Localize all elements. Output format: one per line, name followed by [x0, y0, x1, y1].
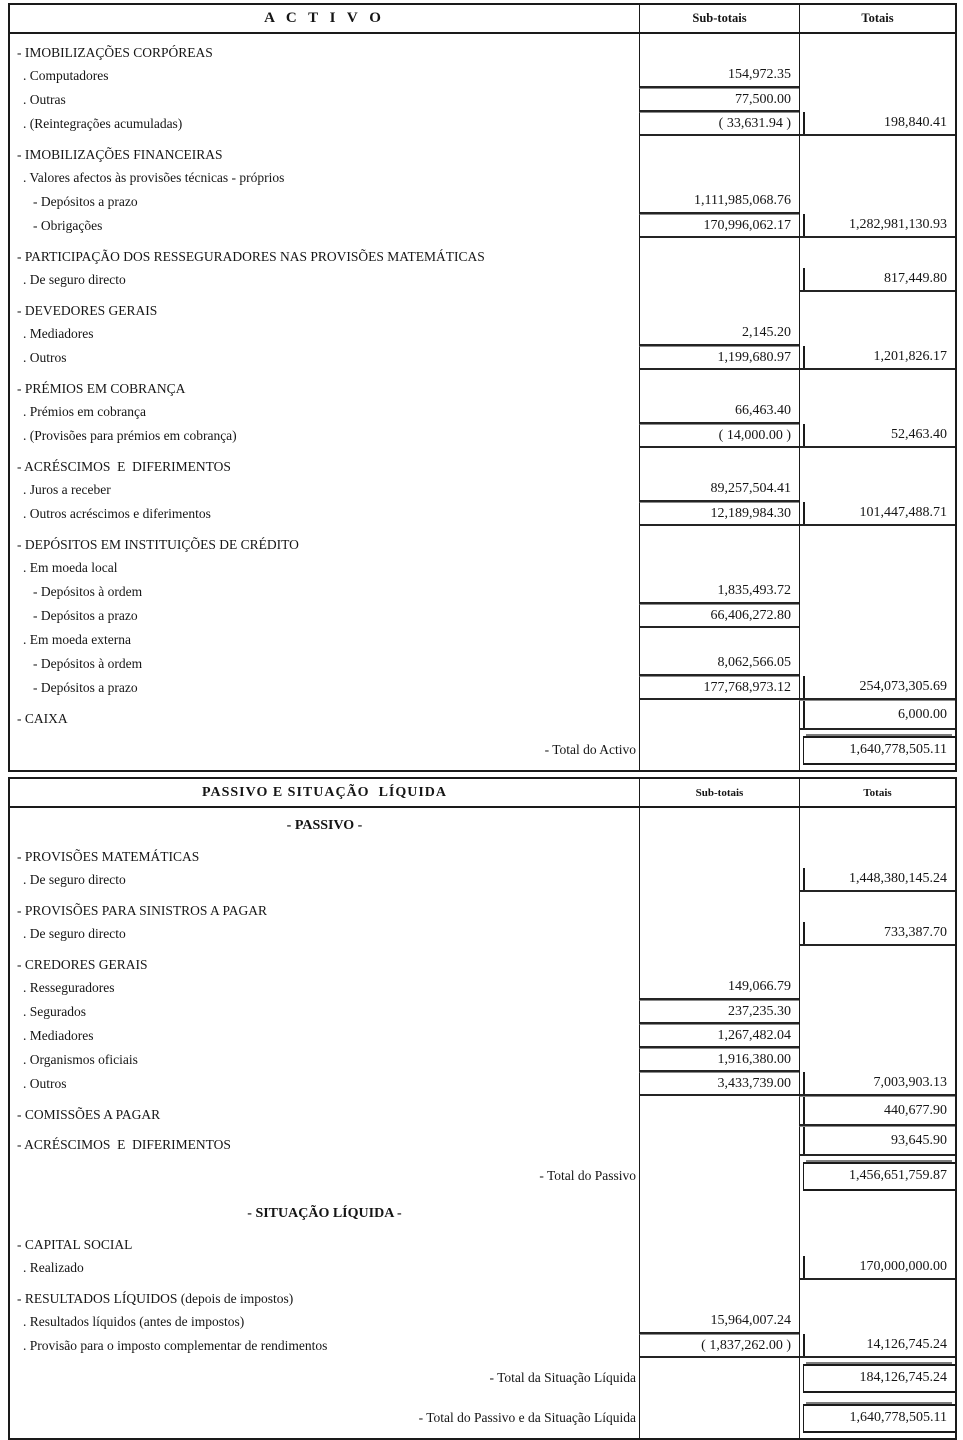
- total-cell: [799, 1048, 955, 1072]
- table-row: [10, 1310, 955, 1334]
- row-label: - Depósitos à ordem: [33, 584, 143, 599]
- subtotal-cell: 3,433,739.00: [639, 1072, 799, 1096]
- subtotal-cell: 77,500.00: [639, 88, 799, 112]
- subtotal-cell: [639, 700, 799, 730]
- subtotal-cell: [639, 946, 799, 976]
- row-label: . (Reintegrações acumuladas): [23, 116, 183, 131]
- row-label: - Depósitos a prazo: [33, 608, 138, 623]
- total-cell: 1,201,826.17: [799, 346, 955, 370]
- subtotal-cell: 177,768,973.12: [639, 676, 799, 700]
- table-row: [10, 112, 955, 136]
- row-label: . Computadores: [23, 68, 109, 83]
- subtotal-cell: [639, 526, 799, 556]
- total-cell: 52,463.40: [799, 424, 955, 448]
- total-cell: [799, 1156, 955, 1196]
- subtotal-cell: [639, 730, 799, 770]
- total-cell: [799, 652, 955, 676]
- row-label: . Em moeda externa: [23, 632, 131, 647]
- table-row: [10, 1156, 955, 1196]
- total-cell: [799, 1398, 955, 1438]
- row-label: - PRÉMIOS EM COBRANÇA: [17, 381, 186, 396]
- total-cell: [799, 1024, 955, 1048]
- table-row: [10, 1280, 955, 1310]
- grand-total-value: 184,126,745.24: [803, 1364, 955, 1393]
- total-cell: [799, 190, 955, 214]
- balance-sheet: [8, 3, 957, 1440]
- subtotal-cell: [639, 34, 799, 64]
- table-row: [10, 1024, 955, 1048]
- table-row: [10, 604, 955, 628]
- table-row: [10, 922, 955, 946]
- subtotal-cell: [639, 1196, 799, 1226]
- total-cell: 733,387.70: [799, 922, 955, 946]
- table-row: [10, 652, 955, 676]
- total-cell: 101,447,488.71: [799, 502, 955, 526]
- subtotal-cell: ( 1,837,262.00 ): [639, 1334, 799, 1358]
- total-cell: [799, 1000, 955, 1024]
- total-cell: [799, 448, 955, 478]
- table-row: [10, 700, 955, 730]
- table-row: [10, 526, 955, 556]
- table-row: [10, 892, 955, 922]
- table-row: [10, 322, 955, 346]
- totals-column-header: Totais: [799, 779, 955, 806]
- total-cell: [799, 400, 955, 424]
- row-label: - PROVISÕES MATEMÁTICAS: [17, 849, 200, 864]
- table-row: [10, 238, 955, 268]
- total-cell: [799, 136, 955, 166]
- total-cell: [799, 1196, 955, 1226]
- subtotal-cell: 1,267,482.04: [639, 1024, 799, 1048]
- total-cell: [799, 556, 955, 580]
- total-cell: [799, 166, 955, 190]
- table-row: [10, 34, 955, 64]
- subtotal-cell: 1,111,985,068.76: [639, 190, 799, 214]
- grand-total-value: 1,640,778,505.11: [803, 736, 955, 765]
- table-row: [10, 424, 955, 448]
- subtotal-cell: [639, 892, 799, 922]
- table-row: [10, 400, 955, 424]
- row-label: . Mediadores: [23, 326, 94, 341]
- total-cell: 1,448,380,145.24: [799, 868, 955, 892]
- subtotal-cell: [639, 166, 799, 190]
- row-label: - CREDORES GERAIS: [17, 957, 148, 972]
- subtotal-cell: ( 14,000.00 ): [639, 424, 799, 448]
- table-row: [10, 808, 955, 838]
- row-label: - ACRÉSCIMOS E DIFERIMENTOS: [17, 459, 231, 474]
- table-row: [10, 1096, 955, 1126]
- total-cell: [799, 730, 955, 770]
- total-cell: [799, 604, 955, 628]
- total-cell: 7,003,903.13: [799, 1072, 955, 1096]
- total-cell: 93,645.90: [799, 1126, 955, 1156]
- row-label: - Obrigações: [33, 218, 103, 233]
- total-cell: [799, 322, 955, 346]
- table-row: [10, 502, 955, 526]
- activo-header-row: [10, 5, 955, 34]
- subtotal-cell: [639, 370, 799, 400]
- total-cell: 254,073,305.69: [799, 676, 955, 700]
- total-cell: [799, 1280, 955, 1310]
- table-row: [10, 730, 955, 770]
- subtotal-cell: [639, 1226, 799, 1256]
- table-row: [10, 478, 955, 502]
- subtotal-cell: [639, 838, 799, 868]
- total-cell: [799, 478, 955, 502]
- total-cell: [799, 526, 955, 556]
- subtotal-cell: 15,964,007.24: [639, 1310, 799, 1334]
- row-label: - DEPÓSITOS EM INSTITUIÇÕES DE CRÉDITO: [17, 537, 299, 552]
- row-label: . De seguro directo: [23, 272, 126, 287]
- table-row: [10, 64, 955, 88]
- table-row: [10, 946, 955, 976]
- subtotal-cell: [639, 238, 799, 268]
- total-cell: [799, 892, 955, 922]
- subtotal-cell: [639, 292, 799, 322]
- subtotal-cell: 66,463.40: [639, 400, 799, 424]
- total-cell: 440,677.90: [799, 1096, 955, 1126]
- total-cell: 198,840.41: [799, 112, 955, 136]
- subtotals-column-header: Sub-totais: [639, 779, 799, 806]
- total-cell: [799, 976, 955, 1000]
- subtotal-cell: [639, 1398, 799, 1438]
- total-cell: [799, 292, 955, 322]
- subtotal-cell: 149,066.79: [639, 976, 799, 1000]
- table-row: [10, 190, 955, 214]
- row-label: - CAPITAL SOCIAL: [17, 1237, 133, 1252]
- subtotal-cell: 1,916,380.00: [639, 1048, 799, 1072]
- total-cell: [799, 580, 955, 604]
- subtotal-cell: [639, 1280, 799, 1310]
- row-label: - Depósitos a prazo: [33, 680, 138, 695]
- subtotal-cell: ( 33,631.94 ): [639, 112, 799, 136]
- row-label: - Total do Activo: [544, 742, 636, 757]
- row-label: . Juros a receber: [23, 482, 111, 497]
- row-label: . Prémios em cobrança: [23, 404, 146, 419]
- balance-panel-activo: [8, 3, 957, 772]
- panel-title-activo: A C T I V O: [264, 10, 385, 26]
- row-label: - SITUAÇÃO LÍQUIDA -: [247, 1206, 402, 1221]
- row-label: . De seguro directo: [23, 872, 126, 887]
- row-label: - PROVISÕES PARA SINISTROS A PAGAR: [17, 903, 267, 918]
- activo-rows: [10, 34, 955, 770]
- total-cell: 1,282,981,130.93: [799, 214, 955, 238]
- row-label: . Valores afectos às provisões técnicas - próprios: [23, 170, 285, 185]
- subtotal-cell: [639, 1126, 799, 1156]
- subtotal-cell: 154,972.35: [639, 64, 799, 88]
- table-row: [10, 628, 955, 652]
- table-row: [10, 1226, 955, 1256]
- total-cell: [799, 628, 955, 652]
- total-cell: [799, 946, 955, 976]
- table-row: [10, 292, 955, 322]
- subtotal-cell: [639, 136, 799, 166]
- table-row: [10, 1334, 955, 1358]
- table-row: [10, 370, 955, 400]
- grand-total-value: 1,456,651,759.87: [803, 1162, 955, 1191]
- subtotal-cell: 8,062,566.05: [639, 652, 799, 676]
- total-cell: 14,126,745.24: [799, 1334, 955, 1358]
- table-row: [10, 1256, 955, 1280]
- table-row: [10, 580, 955, 604]
- row-label: - ACRÉSCIMOS E DIFERIMENTOS: [17, 1137, 231, 1152]
- subtotal-cell: [639, 808, 799, 838]
- subtotal-cell: [639, 448, 799, 478]
- subtotal-cell: [639, 268, 799, 292]
- total-cell: [799, 34, 955, 64]
- row-label: . Outros: [23, 350, 67, 365]
- table-row: [10, 838, 955, 868]
- total-cell: [799, 808, 955, 838]
- total-cell: [799, 64, 955, 88]
- row-label: . De seguro directo: [23, 926, 126, 941]
- table-row: [10, 976, 955, 1000]
- row-label: - Total do Passivo: [539, 1168, 636, 1183]
- row-label: . Resseguradores: [23, 980, 115, 995]
- passivo-rows: [10, 808, 955, 1438]
- total-cell: [799, 238, 955, 268]
- subtotal-cell: 237,235.30: [639, 1000, 799, 1024]
- row-label: - PARTICIPAÇÃO DOS RESSEGURADORES NAS PROVISÕES MATEMÁTICAS: [17, 249, 485, 264]
- row-label: - IMOBILIZAÇÕES FINANCEIRAS: [17, 147, 223, 162]
- subtotal-cell: [639, 1256, 799, 1280]
- row-label: . Provisão para o imposto complementar de rendimentos: [23, 1338, 328, 1353]
- row-label: . Mediadores: [23, 1028, 94, 1043]
- grand-total-value: 1,640,778,505.11: [803, 1404, 955, 1433]
- row-label: . Em moeda local: [23, 560, 118, 575]
- total-cell: 817,449.80: [799, 268, 955, 292]
- subtotal-cell: [639, 1358, 799, 1398]
- table-row: [10, 1196, 955, 1226]
- table-row: [10, 1000, 955, 1024]
- total-cell: [799, 838, 955, 868]
- subtotals-column-header: Sub-totais: [639, 5, 799, 32]
- row-label: - CAIXA: [17, 711, 68, 726]
- subtotal-cell: 2,145.20: [639, 322, 799, 346]
- table-row: [10, 214, 955, 238]
- row-label: . Realizado: [23, 1260, 84, 1275]
- subtotal-cell: 12,189,984.30: [639, 502, 799, 526]
- table-row: [10, 1126, 955, 1156]
- total-cell: 6,000.00: [799, 700, 955, 730]
- total-cell: [799, 1310, 955, 1334]
- row-label: . Outros acréscimos e diferimentos: [23, 506, 211, 521]
- row-label: - DEVEDORES GERAIS: [17, 303, 158, 318]
- row-label: - Depósitos a prazo: [33, 194, 138, 209]
- subtotal-cell: [639, 1096, 799, 1126]
- table-row: [10, 868, 955, 892]
- subtotal-cell: [639, 556, 799, 580]
- row-label: . Outras: [23, 92, 66, 107]
- row-label: . Segurados: [23, 1004, 86, 1019]
- subtotal-cell: 170,996,062.17: [639, 214, 799, 238]
- total-cell: [799, 1226, 955, 1256]
- row-label: . Outros: [23, 1076, 67, 1091]
- total-cell: [799, 370, 955, 400]
- table-row: [10, 556, 955, 580]
- total-cell: [799, 1358, 955, 1398]
- subtotal-cell: 89,257,504.41: [639, 478, 799, 502]
- table-row: [10, 166, 955, 190]
- subtotal-cell: [639, 868, 799, 892]
- subtotal-cell: [639, 628, 799, 652]
- row-label: - Total do Passivo e da Situação Líquida: [418, 1410, 636, 1425]
- panel-title-passivo: PASSIVO E SITUAÇÃO LÍQUIDA: [201, 784, 448, 800]
- table-row: [10, 346, 955, 370]
- table-row: [10, 448, 955, 478]
- table-row: [10, 1072, 955, 1096]
- row-label: . Organismos oficiais: [23, 1052, 138, 1067]
- row-label: - RESULTADOS LÍQUIDOS (depois de impostos): [17, 1291, 294, 1306]
- row-label: - Depósitos à ordem: [33, 656, 143, 671]
- passivo-header-row: [10, 779, 955, 808]
- row-label: . Resultados líquidos (antes de impostos): [23, 1314, 245, 1329]
- subtotal-cell: 1,199,680.97: [639, 346, 799, 370]
- row-label: - PASSIVO -: [286, 818, 363, 833]
- subtotal-cell: 1,835,493.72: [639, 580, 799, 604]
- table-row: [10, 136, 955, 166]
- table-row: [10, 1358, 955, 1398]
- table-row: [10, 676, 955, 700]
- row-label: . (Provisões para prémios em cobrança): [23, 428, 237, 443]
- subtotal-cell: [639, 1156, 799, 1196]
- table-row: [10, 1048, 955, 1072]
- row-label: - IMOBILIZAÇÕES CORPÓREAS: [17, 45, 213, 60]
- totals-column-header: Totais: [799, 5, 955, 32]
- row-label: - Total da Situação Líquida: [489, 1370, 636, 1385]
- total-cell: 170,000,000.00: [799, 1256, 955, 1280]
- total-cell: [799, 88, 955, 112]
- table-row: [10, 1398, 955, 1438]
- subtotal-cell: 66,406,272.80: [639, 604, 799, 628]
- subtotal-cell: [639, 922, 799, 946]
- table-row: [10, 268, 955, 292]
- table-row: [10, 88, 955, 112]
- balance-panel-passivo: [8, 777, 957, 1440]
- row-label: - COMISSÕES A PAGAR: [17, 1107, 161, 1122]
